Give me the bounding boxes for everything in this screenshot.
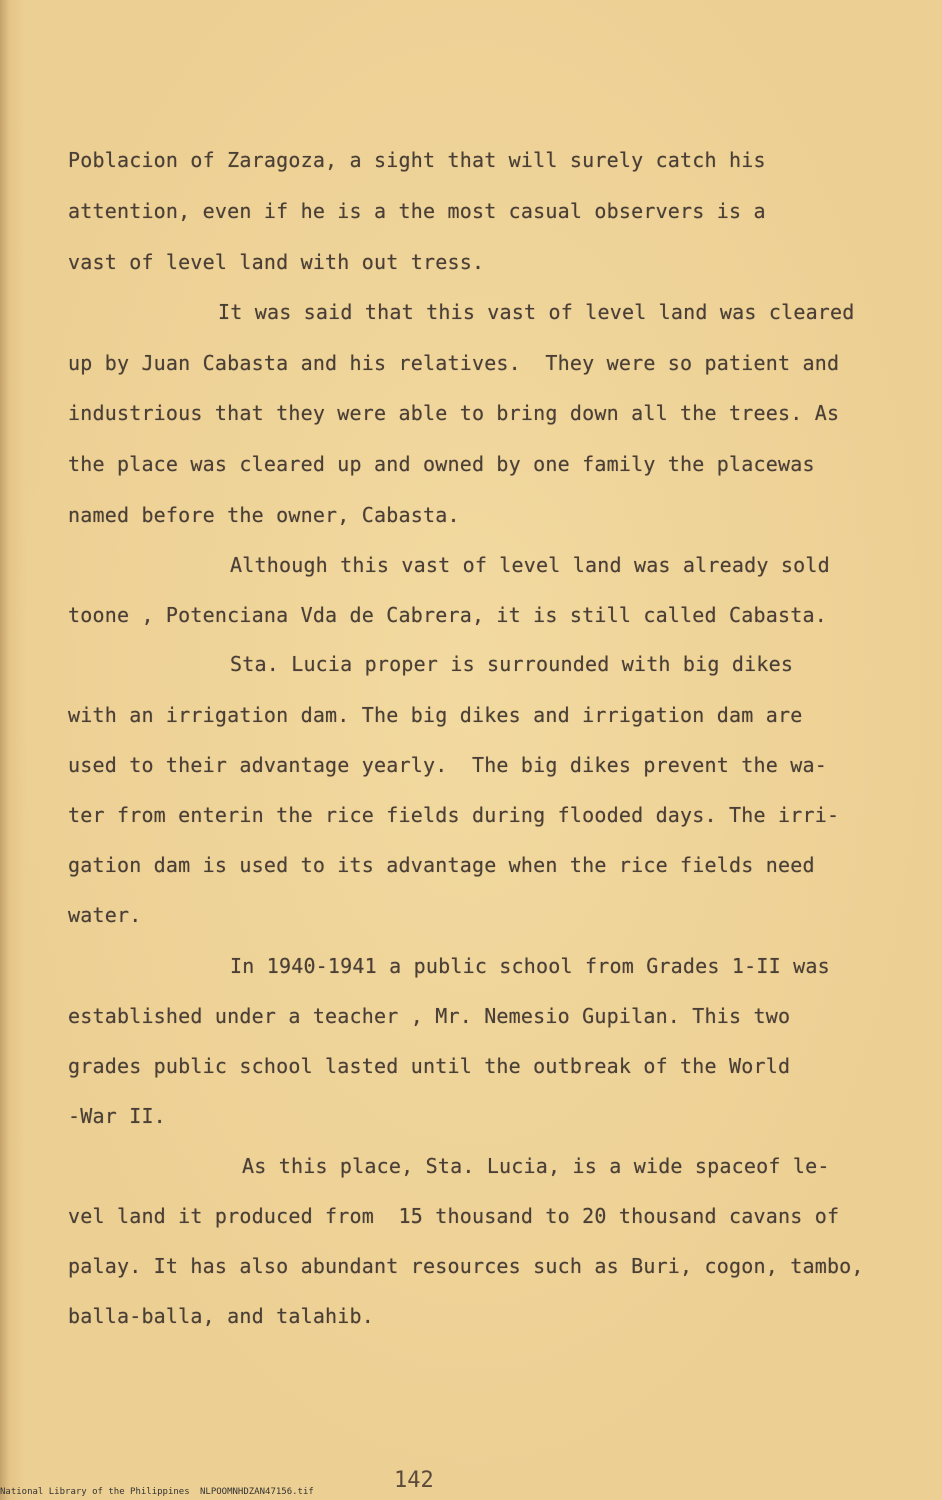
text-line: As this place, Sta. Lucia, is a wide spaceof le- <box>242 1154 830 1178</box>
text-line: In 1940-1941 a public school from Grades 1-II was <box>230 954 830 978</box>
text-line: Although this vast of level land was already sold <box>230 553 830 577</box>
text-line: vel land it produced from 15 thousand to 20 thousand cavans of <box>68 1204 840 1228</box>
text-line: toone , Potenciana Vda de Cabrera, it is still called Cabasta. <box>68 603 827 627</box>
text-line: gation dam is used to its advantage when the rice fields need <box>68 853 815 877</box>
text-line: Poblacion of Zaragoza, a sight that will surely catch his <box>68 148 766 172</box>
footer-filename: NLPOOMNHDZAN47156.tif <box>200 1487 314 1497</box>
text-line: used to their advantage yearly. The big dikes prevent the wa- <box>68 753 827 777</box>
text-line: named before the owner, Cabasta. <box>68 503 460 527</box>
text-line: industrious that they were able to bring down all the trees. As <box>68 401 840 425</box>
text-line: up by Juan Cabasta and his relatives. They were so patient and <box>68 351 840 375</box>
text-line: established under a teacher , Mr. Nemesio Gupilan. This two <box>68 1004 791 1028</box>
text-line: with an irrigation dam. The big dikes and irrigation dam are <box>68 703 803 727</box>
page-number: 142 <box>394 1468 434 1493</box>
text-line: Sta. Lucia proper is surrounded with big dikes <box>230 652 794 676</box>
text-line: the place was cleared up and owned by one family the placewas <box>68 452 815 476</box>
text-line: attention, even if he is a the most casual observers is a <box>68 199 766 223</box>
footer-library: National Library of the Philippines <box>0 1487 190 1497</box>
text-line: palay. It has also abundant resources such as Buri, cogon, tambo, <box>68 1254 864 1278</box>
text-line: It was said that this vast of level land was cleared <box>218 300 855 324</box>
text-line: grades public school lasted until the outbreak of the World <box>68 1054 791 1078</box>
text-line: water. <box>68 903 142 927</box>
text-line: balla-balla, and talahib. <box>68 1304 375 1328</box>
text-line: -War II. <box>68 1104 166 1128</box>
text-line: ter from enterin the rice fields during flooded days. The irri- <box>68 803 840 827</box>
text-line: vast of level land with out tress. <box>68 250 485 274</box>
